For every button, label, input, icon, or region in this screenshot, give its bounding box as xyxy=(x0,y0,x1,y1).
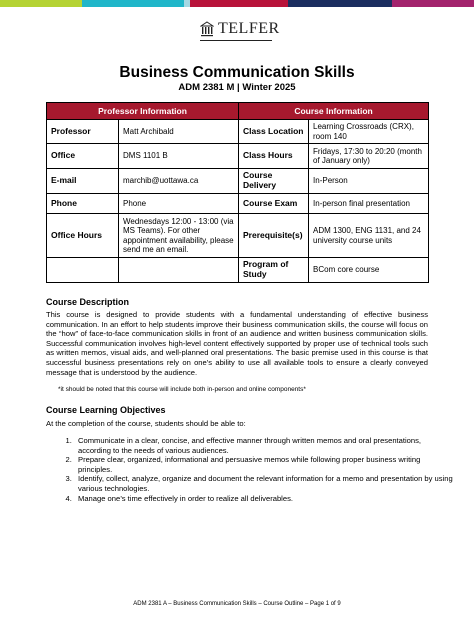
logo-wordmark: TELFER xyxy=(218,20,280,37)
color-segment xyxy=(392,0,474,7)
course-delivery-value: In-Person xyxy=(309,169,429,194)
office-value: DMS 1101 B xyxy=(119,144,239,169)
learning-objectives-heading: Course Learning Objectives xyxy=(46,405,166,415)
course-delivery-label: Course Delivery xyxy=(239,169,309,194)
page-footer: ADM 2381 A – Business Communication Skills – Course Outline – Page 1 of 9 xyxy=(133,601,341,607)
table-row xyxy=(47,169,429,194)
course-description-text: This course is designed to provide students with a fundamental understanding of effective business communication. In an effort to help students improve their business communication skills, the course will focus on the “how” of face-to-face communication skills in front of an audience and written business communication skills. Successful communication involves high-level content effectively supported by proper use of technical tools such as written memos, visual aids, and well-planned oral presentations. The basic premise used in this course is that successful business presentations rely on one’s ability to use all available tools to ensure a clearly conveyed message that is understood by the audience. xyxy=(46,310,428,377)
course-info-header: Course Information xyxy=(239,103,429,120)
table-row xyxy=(47,194,429,214)
course-subtitle: ADM 2381 M | Winter 2025 xyxy=(178,82,296,93)
brand-color-bar xyxy=(0,0,474,7)
course-description-heading: Course Description xyxy=(46,297,130,307)
delivery-note: *it should be noted that this course will include both in-person and online components* xyxy=(58,386,306,393)
table-row xyxy=(47,214,429,258)
table-row xyxy=(47,144,429,169)
class-location-value: Learning Crossroads (CRX), room 140 xyxy=(309,120,429,144)
phone-label: Phone xyxy=(47,194,119,214)
phone-value: Phone xyxy=(119,194,239,214)
course-exam-label: Course Exam xyxy=(239,194,309,214)
learning-objectives-list xyxy=(46,436,456,503)
list-item: 3. Identify, collect, analyze, organize and document the relevant information for a memo and presentation by using various technologies. xyxy=(74,474,456,493)
professor-label: Professor xyxy=(47,120,119,144)
professor-value: Matt Archibald xyxy=(119,120,239,144)
class-hours-value: Fridays, 17:30 to 20:20 (month of January only) xyxy=(309,144,429,169)
class-hours-label: Class Hours xyxy=(239,144,309,169)
table-row xyxy=(47,258,429,283)
office-hours-value: Wednesdays 12:00 - 13:00 (via MS Teams). For other appointment availability, please send me an email. xyxy=(119,214,239,258)
empty-cell xyxy=(119,258,239,283)
course-title: Business Communication Skills xyxy=(119,64,355,81)
table-row xyxy=(47,120,429,144)
program-of-study-label: Program of Study xyxy=(239,258,309,283)
prerequisites-value: ADM 1300, ENG 1131, and 24 university course units xyxy=(309,214,429,258)
program-of-study-value: BCom core course xyxy=(309,258,429,283)
logo-underline xyxy=(200,40,272,41)
class-location-label: Class Location xyxy=(239,120,309,144)
color-segment xyxy=(288,0,392,7)
office-hours-label: Office Hours xyxy=(47,214,119,258)
office-label: Office xyxy=(47,144,119,169)
email-value[interactable]: marchib@uottawa.ca xyxy=(119,169,239,194)
list-item: 1. Communicate in a clear, concise, and effective manner through written memos and oral presentations, according to the needs of various audiences. xyxy=(74,436,456,455)
list-item: 2. Prepare clear, organized, informational and persuasive memos while following proper business writing principles. xyxy=(74,455,456,474)
course-info-table xyxy=(46,102,429,283)
color-segment xyxy=(190,0,288,7)
prerequisites-label: Prerequisite(s) xyxy=(239,214,309,258)
email-label: E-mail xyxy=(47,169,119,194)
professor-info-header: Professor Information xyxy=(47,103,239,120)
telfer-logo xyxy=(200,20,280,38)
color-segment xyxy=(0,0,82,7)
table-header-row xyxy=(47,103,429,120)
empty-cell xyxy=(47,258,119,283)
building-icon xyxy=(200,21,214,37)
course-exam-value: In-person final presentation xyxy=(309,194,429,214)
color-segment xyxy=(82,0,184,7)
learning-objectives-intro: At the completion of the course, students should be able to: xyxy=(46,419,246,428)
list-item: 4. Manage one’s time effectively in order to realize all deliverables. xyxy=(74,494,456,504)
